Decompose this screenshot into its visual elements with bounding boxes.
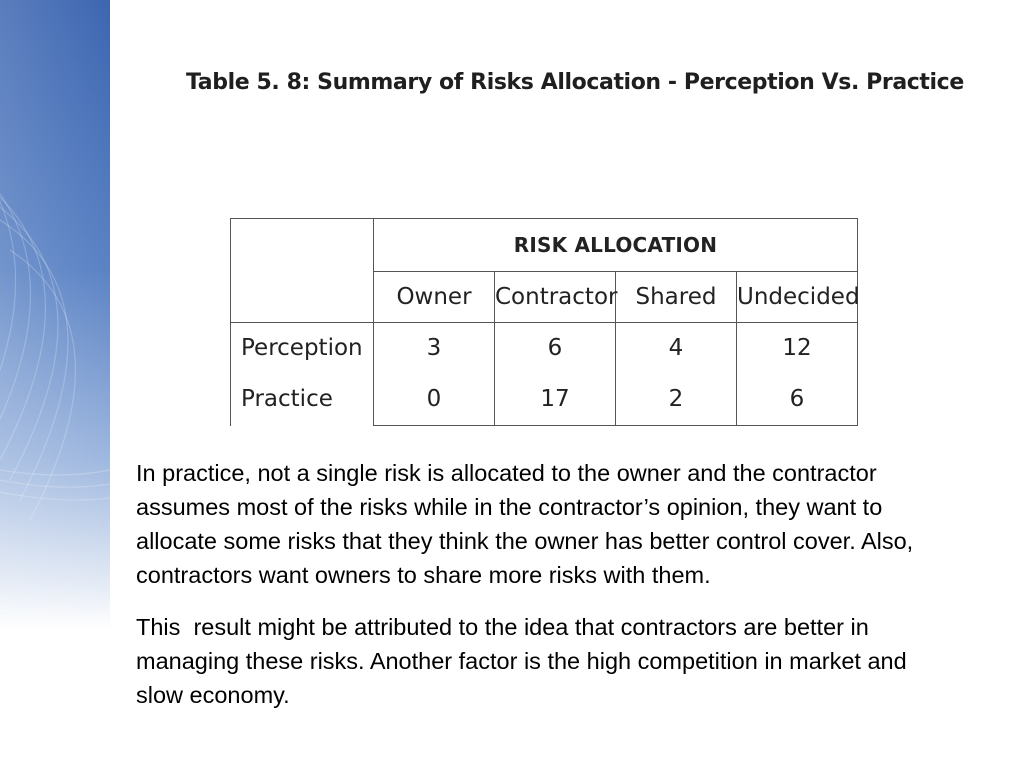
column-header-undecided: Undecided xyxy=(737,272,858,323)
table-cell: 4 xyxy=(616,323,737,374)
row-label-practice: Practice xyxy=(231,373,374,426)
table-group-header-row xyxy=(231,219,858,272)
column-header-owner: Owner xyxy=(374,272,495,323)
table-caption-title: Table 5. 8: Summary of Risks Allocation - Perception Vs. Practice xyxy=(186,70,964,95)
column-header-contractor: Contractor xyxy=(495,272,616,323)
table-cell: 2 xyxy=(616,373,737,426)
column-header-shared: Shared xyxy=(616,272,737,323)
table-cell: 0 xyxy=(374,373,495,426)
decorative-side-band xyxy=(0,0,110,768)
side-band-graphic xyxy=(0,0,110,768)
body-text xyxy=(136,456,926,712)
table-cell: 6 xyxy=(737,373,858,426)
risk-allocation-table xyxy=(230,218,858,426)
table-cell: 3 xyxy=(374,323,495,374)
body-paragraph: This result might be attributed to the idea that contractors are better in managing these risks. Another factor is the high competition in market and slow economy. xyxy=(136,614,914,708)
table-cell: 17 xyxy=(495,373,616,426)
table-cell: 6 xyxy=(495,323,616,374)
row-label-perception: Perception xyxy=(231,323,374,374)
table-corner-cell xyxy=(231,219,374,323)
risk-allocation-header: RISK ALLOCATION xyxy=(374,219,858,272)
table-cell: 12 xyxy=(737,323,858,374)
body-paragraph: In practice, not a single risk is allocated to the owner and the contractor assumes most of the risks while in the contractor’s opinion, they want to allocate some risks that they think the owner has better control cover. Also, contractors want owners to share more risks with them. xyxy=(136,460,914,588)
table-row xyxy=(231,323,858,374)
table-row xyxy=(231,373,858,426)
risk-table-grid xyxy=(230,218,858,426)
